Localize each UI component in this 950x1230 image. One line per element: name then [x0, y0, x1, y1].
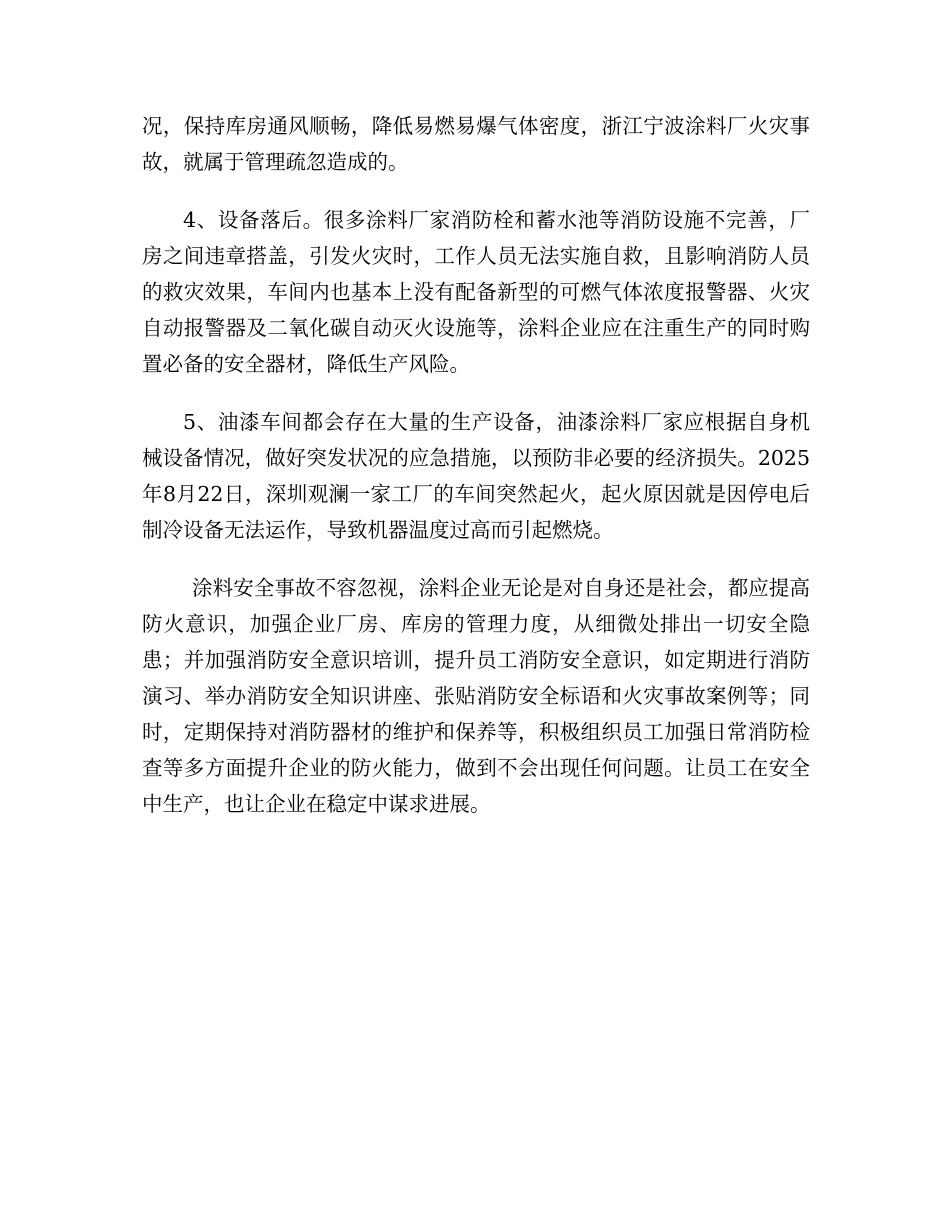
paragraph-item-5-workshop: 5、油漆车间都会存在大量的生产设备，油漆涂料厂家应根据自身机械设备情况，做好突发状况的应急措施，以预防非必要的经济损失。2025年8月22日，深圳观澜一家工厂的车间突然起火，起火原因就是因停电后制冷设备无法运作，导致机器温度过高而引起燃烧。: [142, 410, 810, 542]
paragraph-conclusion: 涂料安全事故不容忽视，涂料企业无论是对自身还是社会，都应提高防火意识，加强企业厂房、库房的管理力度，从细微处排出一切安全隐患；并加强消防安全意识培训，提升员工消防安全意识，如定期进行消防演习、举办消防安全知识讲座、张贴消防安全标语和火灾事故案例等；同时，定期保持对消防器材的维护和保养等，积极组织员工加强日常消防检查等多方面提升企业的防火能力，做到不会出现任何问题。让员工在安全中生产，也让企业在稳定中谋求进展。: [142, 576, 810, 816]
paragraph-continuation: 况，保持库房通风顺畅，降低易燃易爆气体密度，浙江宁波涂料厂火灾事故，就属于管理疏忽造成的。: [142, 114, 810, 174]
document-page: [142, 108, 810, 844]
paragraph-item-4-equipment: 4、设备落后。很多涂料厂家消防栓和蓄水池等消防设施不完善，厂房之间违章搭盖，引发火灾时，工作人员无法实施自救，且影响消防人员的救灾效果，车间内也基本上没有配备新型的可燃气体浓度报警器、火灾自动报警器及二氧化碳自动灭火设施等，涂料企业应在注重生产的同时购置必备的安全器材，降低生产风险。: [142, 208, 810, 376]
